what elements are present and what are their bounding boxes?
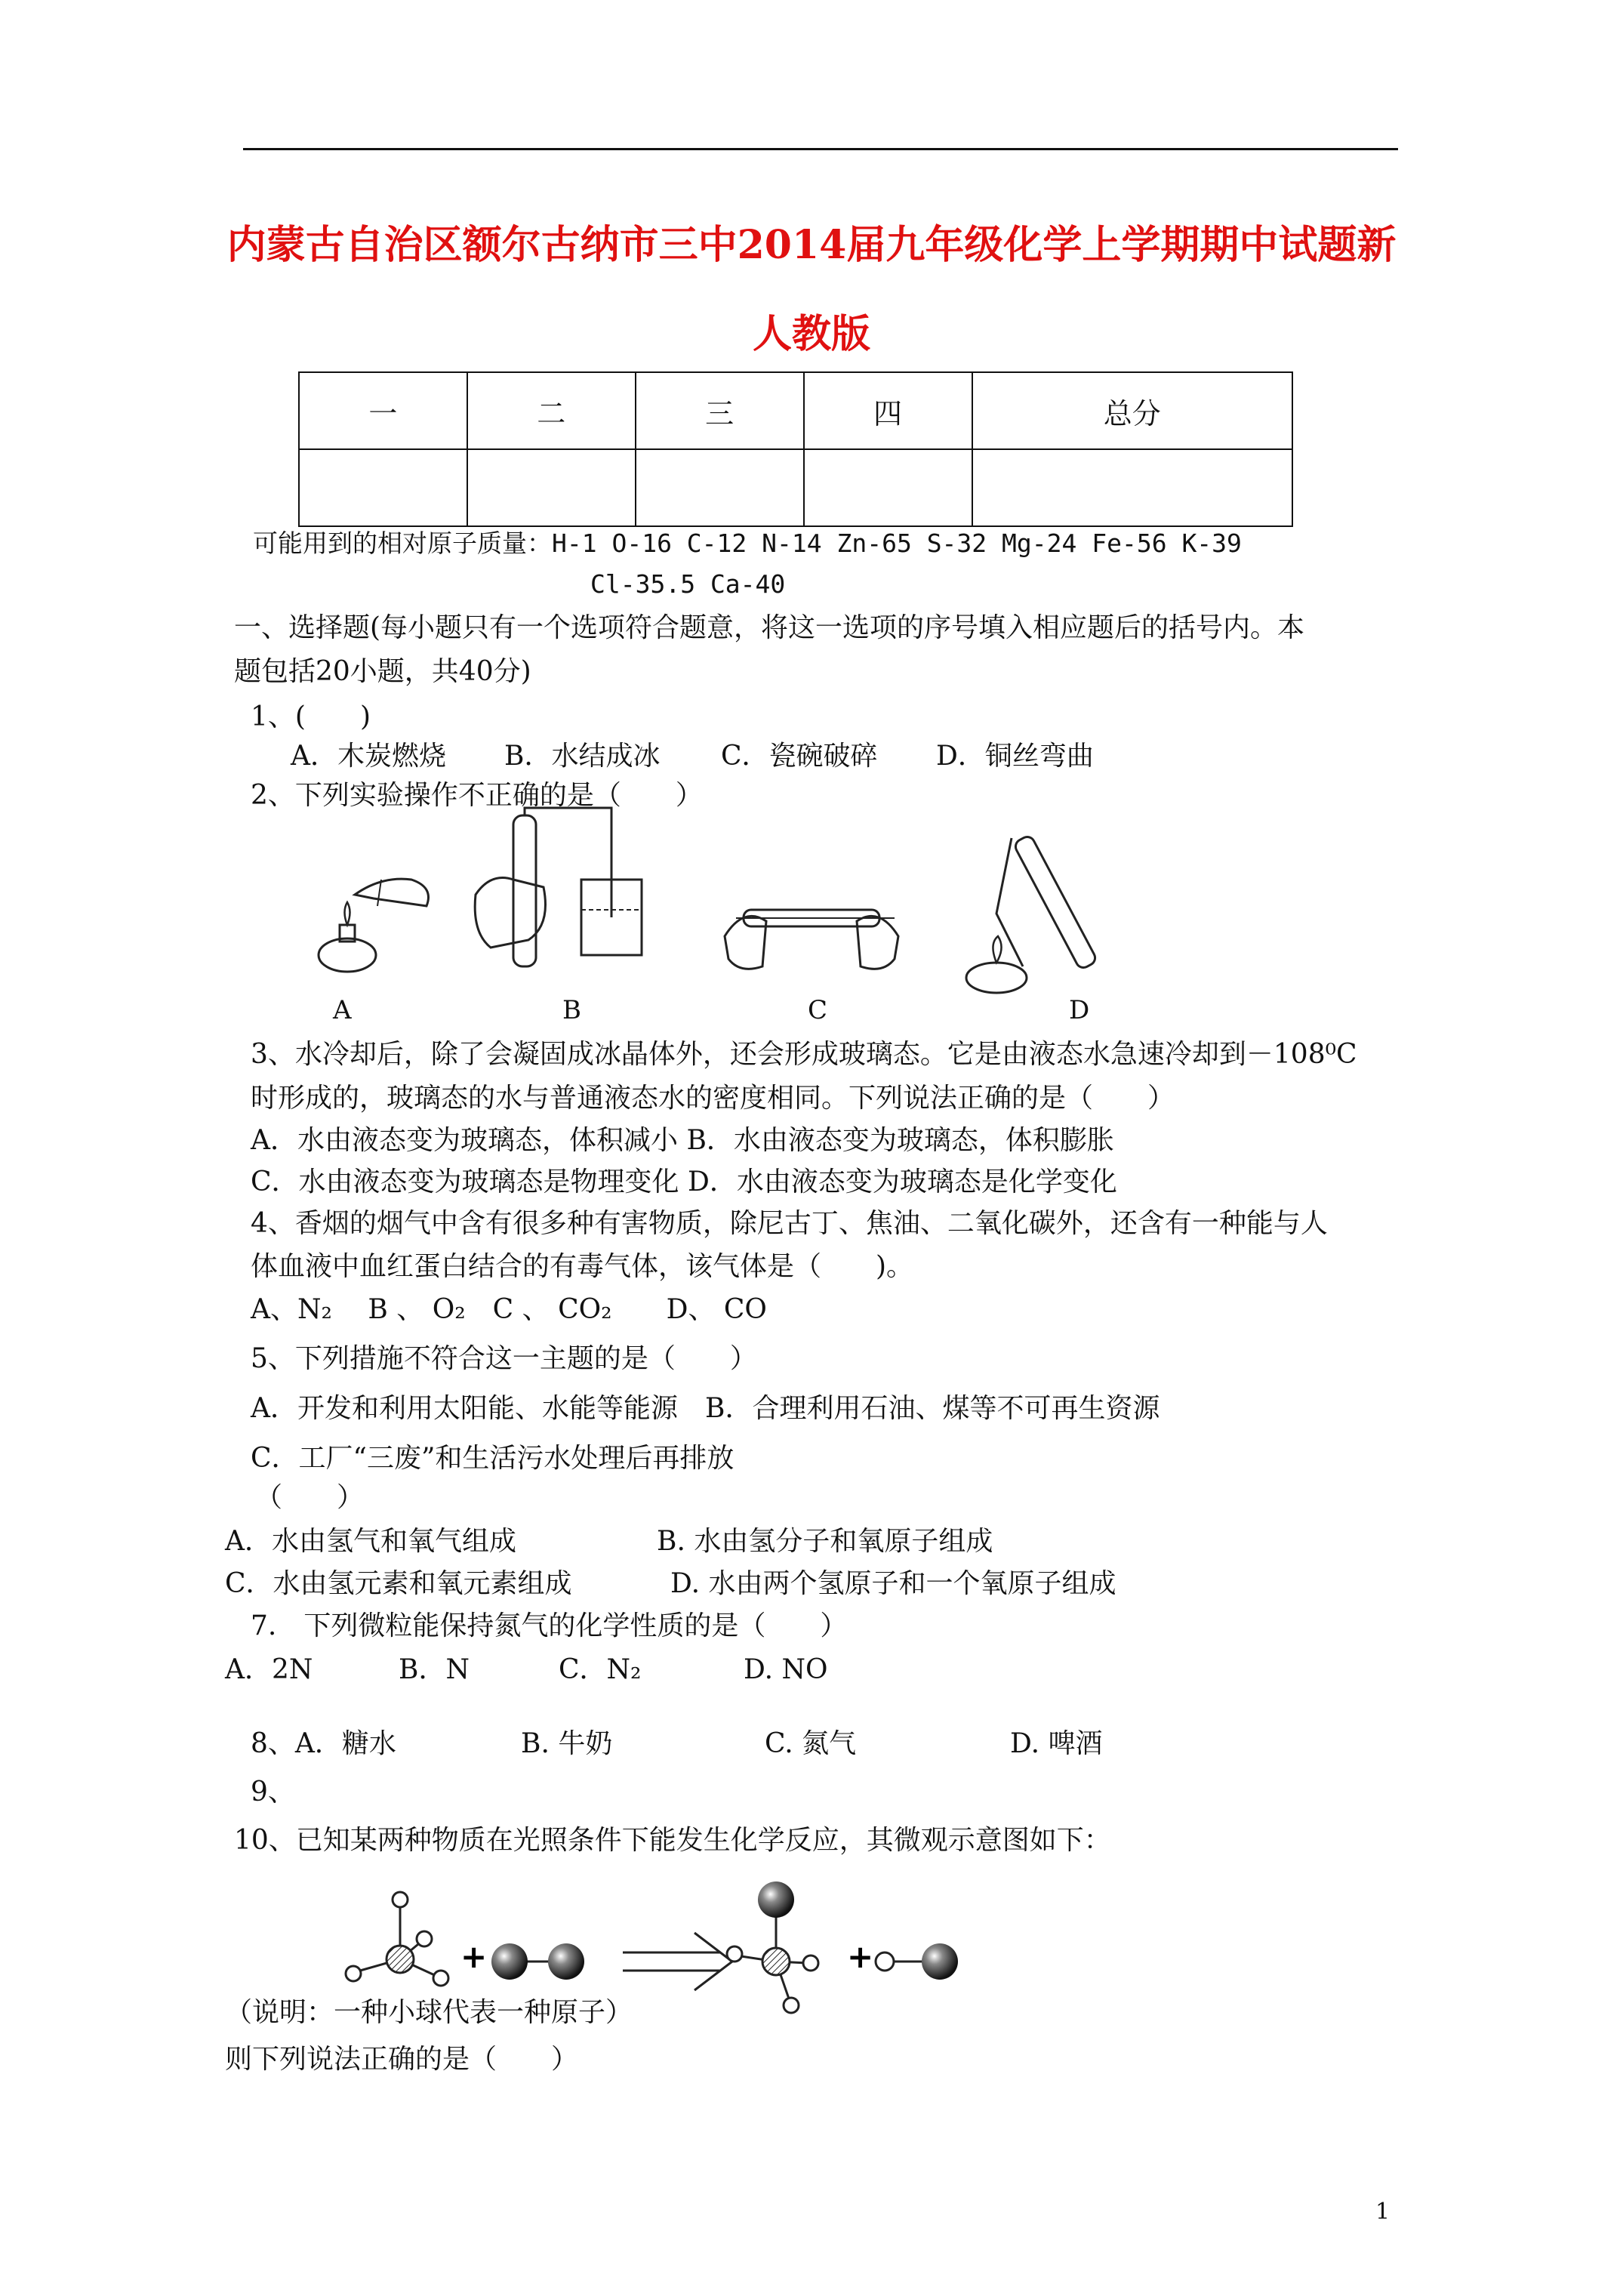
- score-header-cell: 一: [299, 372, 467, 449]
- q10-stem: 10、已知某两种物质在光照条件下能发生化学反应，其微观示意图如下：: [234, 1825, 1111, 1856]
- score-header-cell: 四: [804, 372, 972, 449]
- q1-option-d: D．铜丝弯曲: [936, 741, 1094, 772]
- q5-stem: 5、下列措施不符合这一主题的是（ ）: [251, 1343, 757, 1374]
- experiment-c-figure: [721, 876, 902, 989]
- q7-option-a: A．2N: [225, 1654, 313, 1685]
- q6-paren: （ ）: [255, 1482, 365, 1513]
- q1-option-a: A．木炭燃烧: [291, 741, 446, 772]
- q2-label-c: C: [808, 995, 828, 1025]
- q6-option-d: D. 水由两个氢原子和一个氧原子组成: [670, 1568, 1116, 1599]
- q8-option-a: 8、A．糖水: [251, 1728, 396, 1759]
- experiment-b-figure: [468, 804, 649, 993]
- q3-line1: 3、水冷却后，除了会凝固成冰晶体外，还会形成玻璃态。它是由液态水急速冷却到－108⁰C: [251, 1039, 1357, 1070]
- q3-options-cd: C．水由液态变为玻璃态是物理变化 D．水由液态变为玻璃态是化学变化: [251, 1166, 1117, 1197]
- q2-label-d: D: [1069, 995, 1090, 1025]
- q7-option-c: C．N₂: [559, 1654, 642, 1685]
- score-value-cell: [299, 449, 467, 526]
- score-header-cell: 二: [467, 372, 636, 449]
- q10-note: （说明：一种小球代表一种原子）: [225, 1997, 633, 2028]
- experiment-d-figure: [959, 831, 1110, 997]
- q3-options-ab: A．水由液态变为玻璃态，体积减小 B．水由液态变为玻璃态，体积膨胀: [251, 1125, 1114, 1156]
- q7-stem: 7. 下列微粒能保持氮气的化学性质的是（ ）: [251, 1610, 848, 1641]
- product-molecule-2: [876, 1943, 958, 1980]
- score-value-cell: [467, 449, 636, 526]
- q9-number: 9、: [251, 1777, 295, 1808]
- reactant-molecule-1: [346, 1892, 448, 1986]
- q8-option-c: C. 氮气: [765, 1728, 857, 1759]
- reactant-molecule-2: [491, 1943, 584, 1980]
- q4-options: A、N₂ B 、 O₂ C 、 CO₂ D、 CO: [251, 1294, 767, 1325]
- atomic-mass-line1: 可能用到的相对原子质量：H-1 O-16 C-12 N-14 Zn-65 S-32 Mg-24 Fe-56 K-39: [253, 529, 1242, 558]
- score-value-cell: [804, 449, 972, 526]
- q2-stem: 2、下列实验操作不正确的是（ ）: [251, 780, 703, 811]
- section1-heading-line1: 一、选择题(每小题只有一个选项符合题意，将这一选项的序号填入相应题后的括号内。本: [234, 612, 1305, 643]
- score-header-cell: 总分: [972, 372, 1293, 449]
- q8-option-b: B. 牛奶: [521, 1728, 613, 1759]
- q2-label-b: B: [562, 995, 581, 1025]
- reaction-arrow: [623, 1933, 732, 1990]
- page-title-line2: 人教版: [752, 311, 870, 357]
- q7-option-d: D. NO: [744, 1654, 828, 1685]
- reaction-plus-1: +: [460, 1938, 488, 1975]
- section1-heading-line2: 题包括20小题，共40分): [234, 656, 531, 687]
- q5-options-ab: A．开发和利用太阳能、水能等能源 B．合理利用石油、煤等不可再生资源: [251, 1393, 1160, 1424]
- score-value-cell: [636, 449, 804, 526]
- reaction-plus-2: +: [847, 1938, 874, 1975]
- score-value-cell: [972, 449, 1293, 526]
- score-table-header-row: [299, 372, 1292, 449]
- q1-option-b: B．水结成冰: [504, 741, 661, 772]
- page-number: 1: [1375, 2199, 1390, 2225]
- q1-option-c: C．瓷碗破碎: [721, 741, 878, 772]
- q4-line2: 体血液中血红蛋白结合的有毒气体，该气体是（ )。: [251, 1251, 914, 1282]
- q3-line2: 时形成的，玻璃态的水与普通液态水的密度相同。下列说法正确的是（ ）: [251, 1083, 1175, 1114]
- q1-stem: 1、( ): [251, 701, 371, 732]
- score-header-cell: 三: [636, 372, 804, 449]
- q6-option-b: B. 水由氢分子和氧原子组成: [657, 1526, 993, 1557]
- q7-option-b: B．N: [399, 1654, 470, 1685]
- q6-option-c: C．水由氢元素和氧元素组成: [225, 1568, 572, 1599]
- q4-line1: 4、香烟的烟气中含有很多种有害物质，除尼古丁、焦油、二氧化碳外，还含有一种能与人: [251, 1208, 1328, 1239]
- header-rule: [243, 148, 1398, 150]
- q2-label-a: A: [333, 995, 352, 1025]
- page-title-line1: 内蒙古自治区额尔古纳市三中2014届九年级化学上学期期中试题新: [226, 222, 1397, 268]
- product-molecule-1: [727, 1881, 818, 2013]
- q5-option-c: C．工厂“三废”和生活污水处理后再排放: [251, 1443, 735, 1474]
- q8-option-d: D. 啤酒: [1010, 1728, 1103, 1759]
- q6-option-a: A．水由氢气和氧气组成: [225, 1526, 516, 1557]
- score-table: [298, 371, 1293, 527]
- atomic-mass-line2: Cl-35.5 Ca-40: [590, 569, 786, 599]
- q10-question: 则下列说法正确的是（ ）: [225, 2044, 579, 2075]
- experiment-a-figure: [313, 864, 442, 978]
- score-table-value-row: [299, 449, 1292, 526]
